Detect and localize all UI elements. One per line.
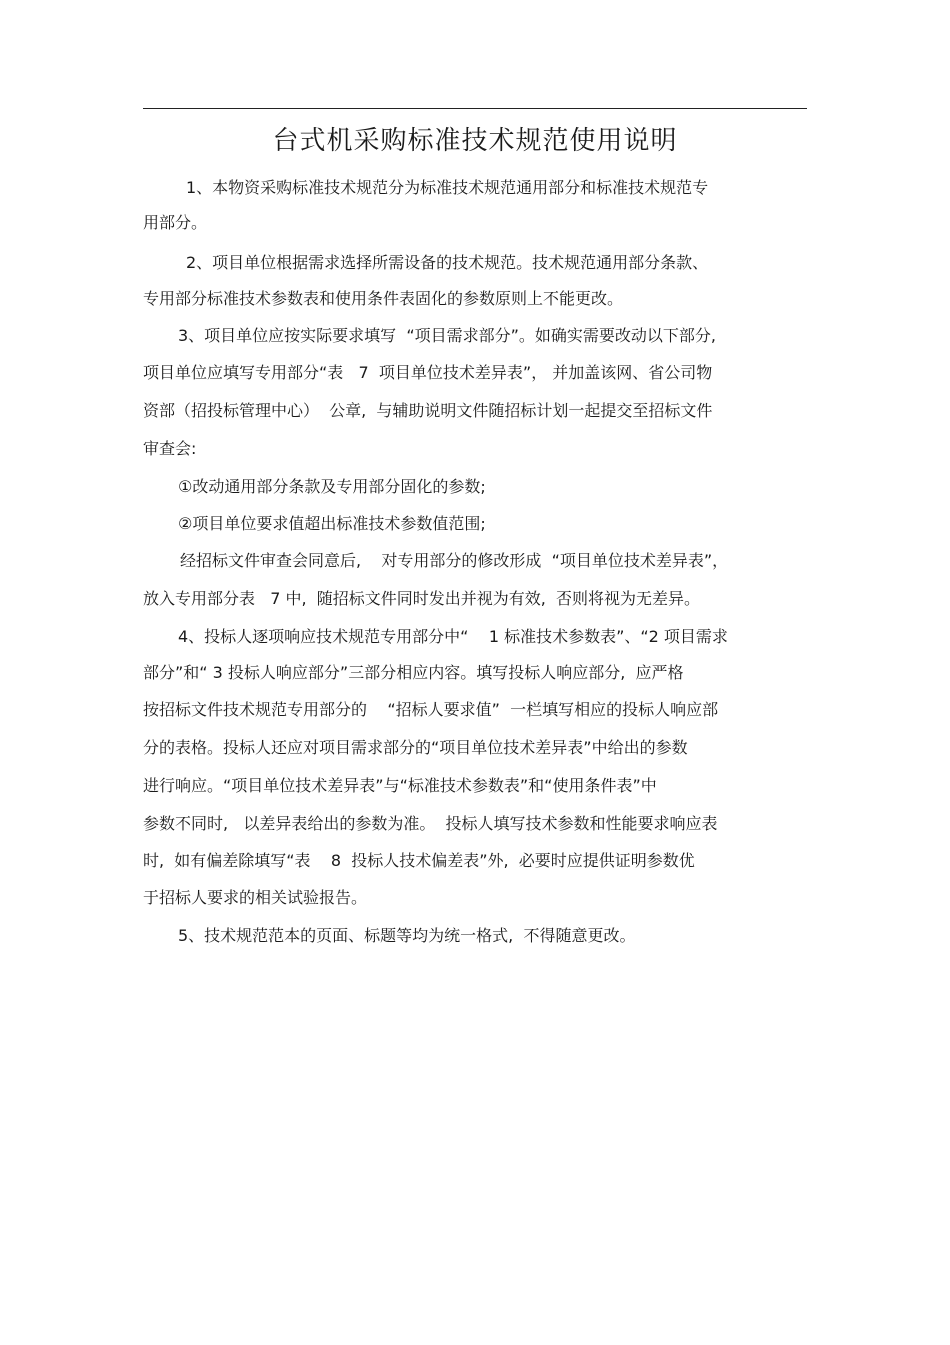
paragraph-5-line-3: 按招标文件技术规范专用部分的 “招标人要求值” 一栏填写相应的投标人响应部 (143, 700, 719, 719)
paragraph-3-line-4: 审查会: (143, 439, 197, 458)
paragraph-5-line-5: 进行响应。“项目单位技术差异表”与“标准技术参数表”和“使用条件表”中 (143, 776, 657, 795)
paragraph-3-line-1: 3、项目单位应按实际要求填写 “项目需求部分”。如确实需要改动以下部分, (178, 326, 717, 345)
paragraph-6-line-1: 5、技术规范范本的页面、标题等均为统一格式, 不得随意更改。 (178, 926, 636, 945)
paragraph-5-line-1: 4、投标人逐项响应技术规范专用部分中“ 1 标准技术参数表”、“2 项目需求 (178, 627, 728, 646)
paragraph-1-line-2: 用部分。 (143, 213, 208, 232)
paragraph-3-line-2: 项目单位应填写专用部分“表 7 项目单位技术差异表”， 并加盖该网、省公司物 (143, 363, 713, 382)
paragraph-4-line-2: 放入专用部分表 7 中, 随招标文件同时发出并视为有效, 否则将视为无差异。 (143, 589, 701, 608)
paragraph-5-line-4: 分的表格。投标人还应对项目需求部分的“项目单位技术差异表”中给出的参数 (143, 738, 688, 757)
paragraph-5-line-8: 于招标人要求的相关试验报告。 (143, 888, 368, 907)
paragraph-5-line-2: 部分”和“ 3 投标人响应部分”三部分相应内容。填写投标人响应部分, 应严格 (143, 663, 684, 682)
paragraph-1-line-1: 1、本物资采购标准技术规范分为标准技术规范通用部分和标准技术规范专 (186, 178, 709, 197)
list-item-2: ②项目单位要求值超出标准技术参数值范围; (178, 514, 486, 533)
paragraph-5-line-6: 参数不同时, 以差异表给出的参数为准。 投标人填写技术参数和性能要求响应表 (143, 814, 718, 833)
paragraph-2-line-1: 2、项目单位根据需求选择所需设备的技术规范。技术规范通用部分条款、 (186, 253, 709, 272)
paragraph-4-line-1: 经招标文件审查会同意后, 对专用部分的修改形成 “项目单位技术差异表”， (180, 551, 729, 570)
header-rule (143, 108, 807, 109)
document-title: 台式机采购标准技术规范使用说明 (272, 126, 678, 156)
paragraph-3-line-3: 资部（招投标管理中心） 公章, 与辅助说明文件随招标计划一起提交至招标文件 (143, 401, 713, 420)
paragraph-5-line-7: 时, 如有偏差除填写“表 8 投标人技术偏差表”外, 必要时应提供证明参数优 (143, 851, 695, 870)
paragraph-2-line-2: 专用部分标准技术参数表和使用条件表固化的参数原则上不能更改。 (143, 289, 624, 308)
list-item-1: ①改动通用部分条款及专用部分固化的参数; (178, 477, 486, 496)
